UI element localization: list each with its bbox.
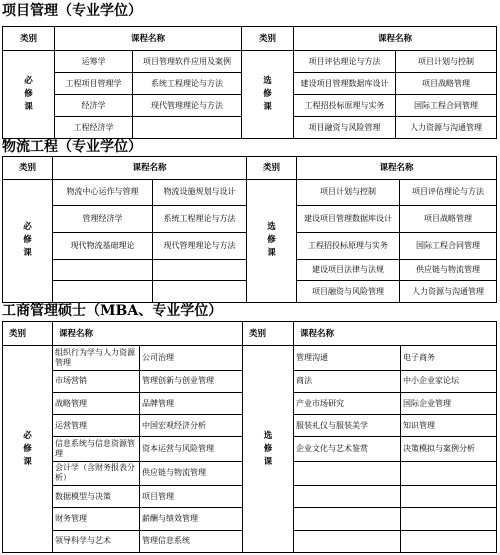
course-cell: 人力资源与沟通管理 — [400, 281, 497, 303]
course-cell: 信息系统与信息资源管理 — [53, 437, 140, 461]
course-cell — [294, 530, 401, 552]
course-cell: 数据模型与决策 — [53, 486, 140, 508]
course-cell: 供应链与物流管理 — [140, 461, 243, 485]
course-cell — [53, 281, 153, 303]
section-title-project-management: 项目管理（专业学位） — [2, 3, 142, 19]
header-course: 课程名称 — [297, 157, 497, 180]
required-category: 必修课 — [3, 179, 53, 302]
header-category: 类别 — [3, 157, 53, 180]
course-cell: 品牌管理 — [140, 392, 243, 414]
course-cell: 现代物流基础理论 — [53, 233, 153, 260]
course-cell: 供应链与物流管理 — [400, 259, 497, 281]
course-cell: 国际工程合同管理 — [396, 95, 497, 117]
course-cell: 国际工程合同管理 — [400, 233, 497, 260]
header-category: 类别 — [3, 322, 53, 346]
course-cell: 项目计划与控制 — [297, 179, 400, 206]
required-category: 必修课 — [3, 51, 55, 139]
course-cell: 物流中心运作与管理 — [53, 179, 153, 206]
header-course: 课程名称 — [294, 27, 497, 51]
course-cell: 决策模拟与案例分析 — [401, 437, 497, 461]
header-course: 课程名称 — [294, 322, 497, 346]
course-cell: 项目评估理论与方法 — [400, 179, 497, 206]
course-cell — [53, 259, 153, 281]
header-category: 类别 — [242, 27, 294, 51]
course-cell: 项目融资与风险管理 — [294, 117, 396, 139]
course-cell: 项目战略管理 — [400, 206, 497, 233]
course-cell: 运筹学 — [55, 51, 133, 73]
course-table-logistics-engineering — [2, 156, 497, 303]
course-cell: 工程项目管理学 — [55, 73, 133, 95]
course-cell: 项目战略管理 — [396, 73, 497, 95]
course-cell: 项目管理 — [140, 486, 243, 508]
course-cell: 经济学 — [55, 95, 133, 117]
course-cell: 项目融资与风险管理 — [297, 281, 400, 303]
course-table-mba — [2, 321, 497, 553]
course-cell: 组织行为学与人力资源管理 — [53, 346, 140, 370]
course-cell — [401, 530, 497, 552]
course-cell: 资本运营与风险管理 — [140, 437, 243, 461]
course-cell: 中国宏观经济分析 — [140, 415, 243, 437]
course-cell: 工程经济学 — [55, 117, 133, 139]
course-cell: 产业市场研究 — [294, 392, 401, 414]
course-cell: 系统工程理论与方法 — [153, 206, 247, 233]
course-cell: 工程招投标原理与实务 — [297, 233, 400, 260]
course-cell — [294, 461, 401, 485]
course-cell: 建设项目管理数据库设计 — [294, 73, 396, 95]
course-cell: 管理经济学 — [53, 206, 153, 233]
course-cell: 财务管理 — [53, 508, 140, 530]
course-cell: 国际企业管理 — [401, 392, 497, 414]
course-cell: 工程招投标原理与实务 — [294, 95, 396, 117]
course-cell — [401, 486, 497, 508]
course-cell: 系统工程理论与方法 — [133, 73, 242, 95]
course-table-project-management — [2, 26, 497, 139]
course-cell — [153, 281, 247, 303]
header-course: 课程名称 — [55, 27, 242, 51]
course-cell: 领导科学与艺术 — [53, 530, 140, 552]
course-cell — [401, 461, 497, 485]
elective-category: 选修课 — [247, 179, 297, 302]
course-cell — [294, 508, 401, 530]
course-cell — [401, 508, 497, 530]
course-cell: 物流设施规划与设计 — [153, 179, 247, 206]
course-cell: 项目管理软件应用及案例 — [133, 51, 242, 73]
header-course: 课程名称 — [53, 322, 243, 346]
course-cell: 电子商务 — [401, 346, 497, 370]
course-cell — [153, 259, 247, 281]
course-cell: 市场营销 — [53, 370, 140, 392]
course-cell: 运营管理 — [53, 415, 140, 437]
course-cell: 知识管理 — [401, 415, 497, 437]
course-cell: 建设项目法律与法规 — [297, 259, 400, 281]
course-cell: 项目计划与控制 — [396, 51, 497, 73]
course-cell: 管理创新与创业管理 — [140, 370, 243, 392]
course-cell: 会计学（含财务报表分析） — [53, 461, 140, 485]
course-cell: 管理沟通 — [294, 346, 401, 370]
course-cell: 人力资源与沟通管理 — [396, 117, 497, 139]
elective-category: 选修课 — [243, 346, 294, 553]
course-cell: 管理信息系统 — [140, 530, 243, 552]
course-cell: 服装礼仪与服装美学 — [294, 415, 401, 437]
header-category: 类别 — [247, 157, 297, 180]
required-category: 必修课 — [3, 346, 53, 553]
course-cell: 中小企业家论坛 — [401, 370, 497, 392]
header-course: 课程名称 — [53, 157, 247, 180]
header-category: 类别 — [3, 27, 55, 51]
course-cell: 建设项目管理数据库设计 — [297, 206, 400, 233]
course-cell: 项目评估理论与方法 — [294, 51, 396, 73]
course-cell: 薪酬与绩效管理 — [140, 508, 243, 530]
course-cell: 商法 — [294, 370, 401, 392]
course-cell: 现代管理理论与方法 — [153, 233, 247, 260]
course-cell — [133, 117, 242, 139]
course-cell — [294, 486, 401, 508]
header-category: 类别 — [243, 322, 294, 346]
section-title-logistics-engineering: 物流工程（专业学位） — [2, 139, 142, 155]
course-cell: 公司治理 — [140, 346, 243, 370]
course-cell: 战略管理 — [53, 392, 140, 414]
course-cell: 现代管理理论与方法 — [133, 95, 242, 117]
elective-category: 选修课 — [242, 51, 294, 139]
course-cell: 企业文化与艺术鉴赏 — [294, 437, 401, 461]
section-title-mba: 工商管理硕士（MBA、专业学位） — [2, 303, 223, 319]
